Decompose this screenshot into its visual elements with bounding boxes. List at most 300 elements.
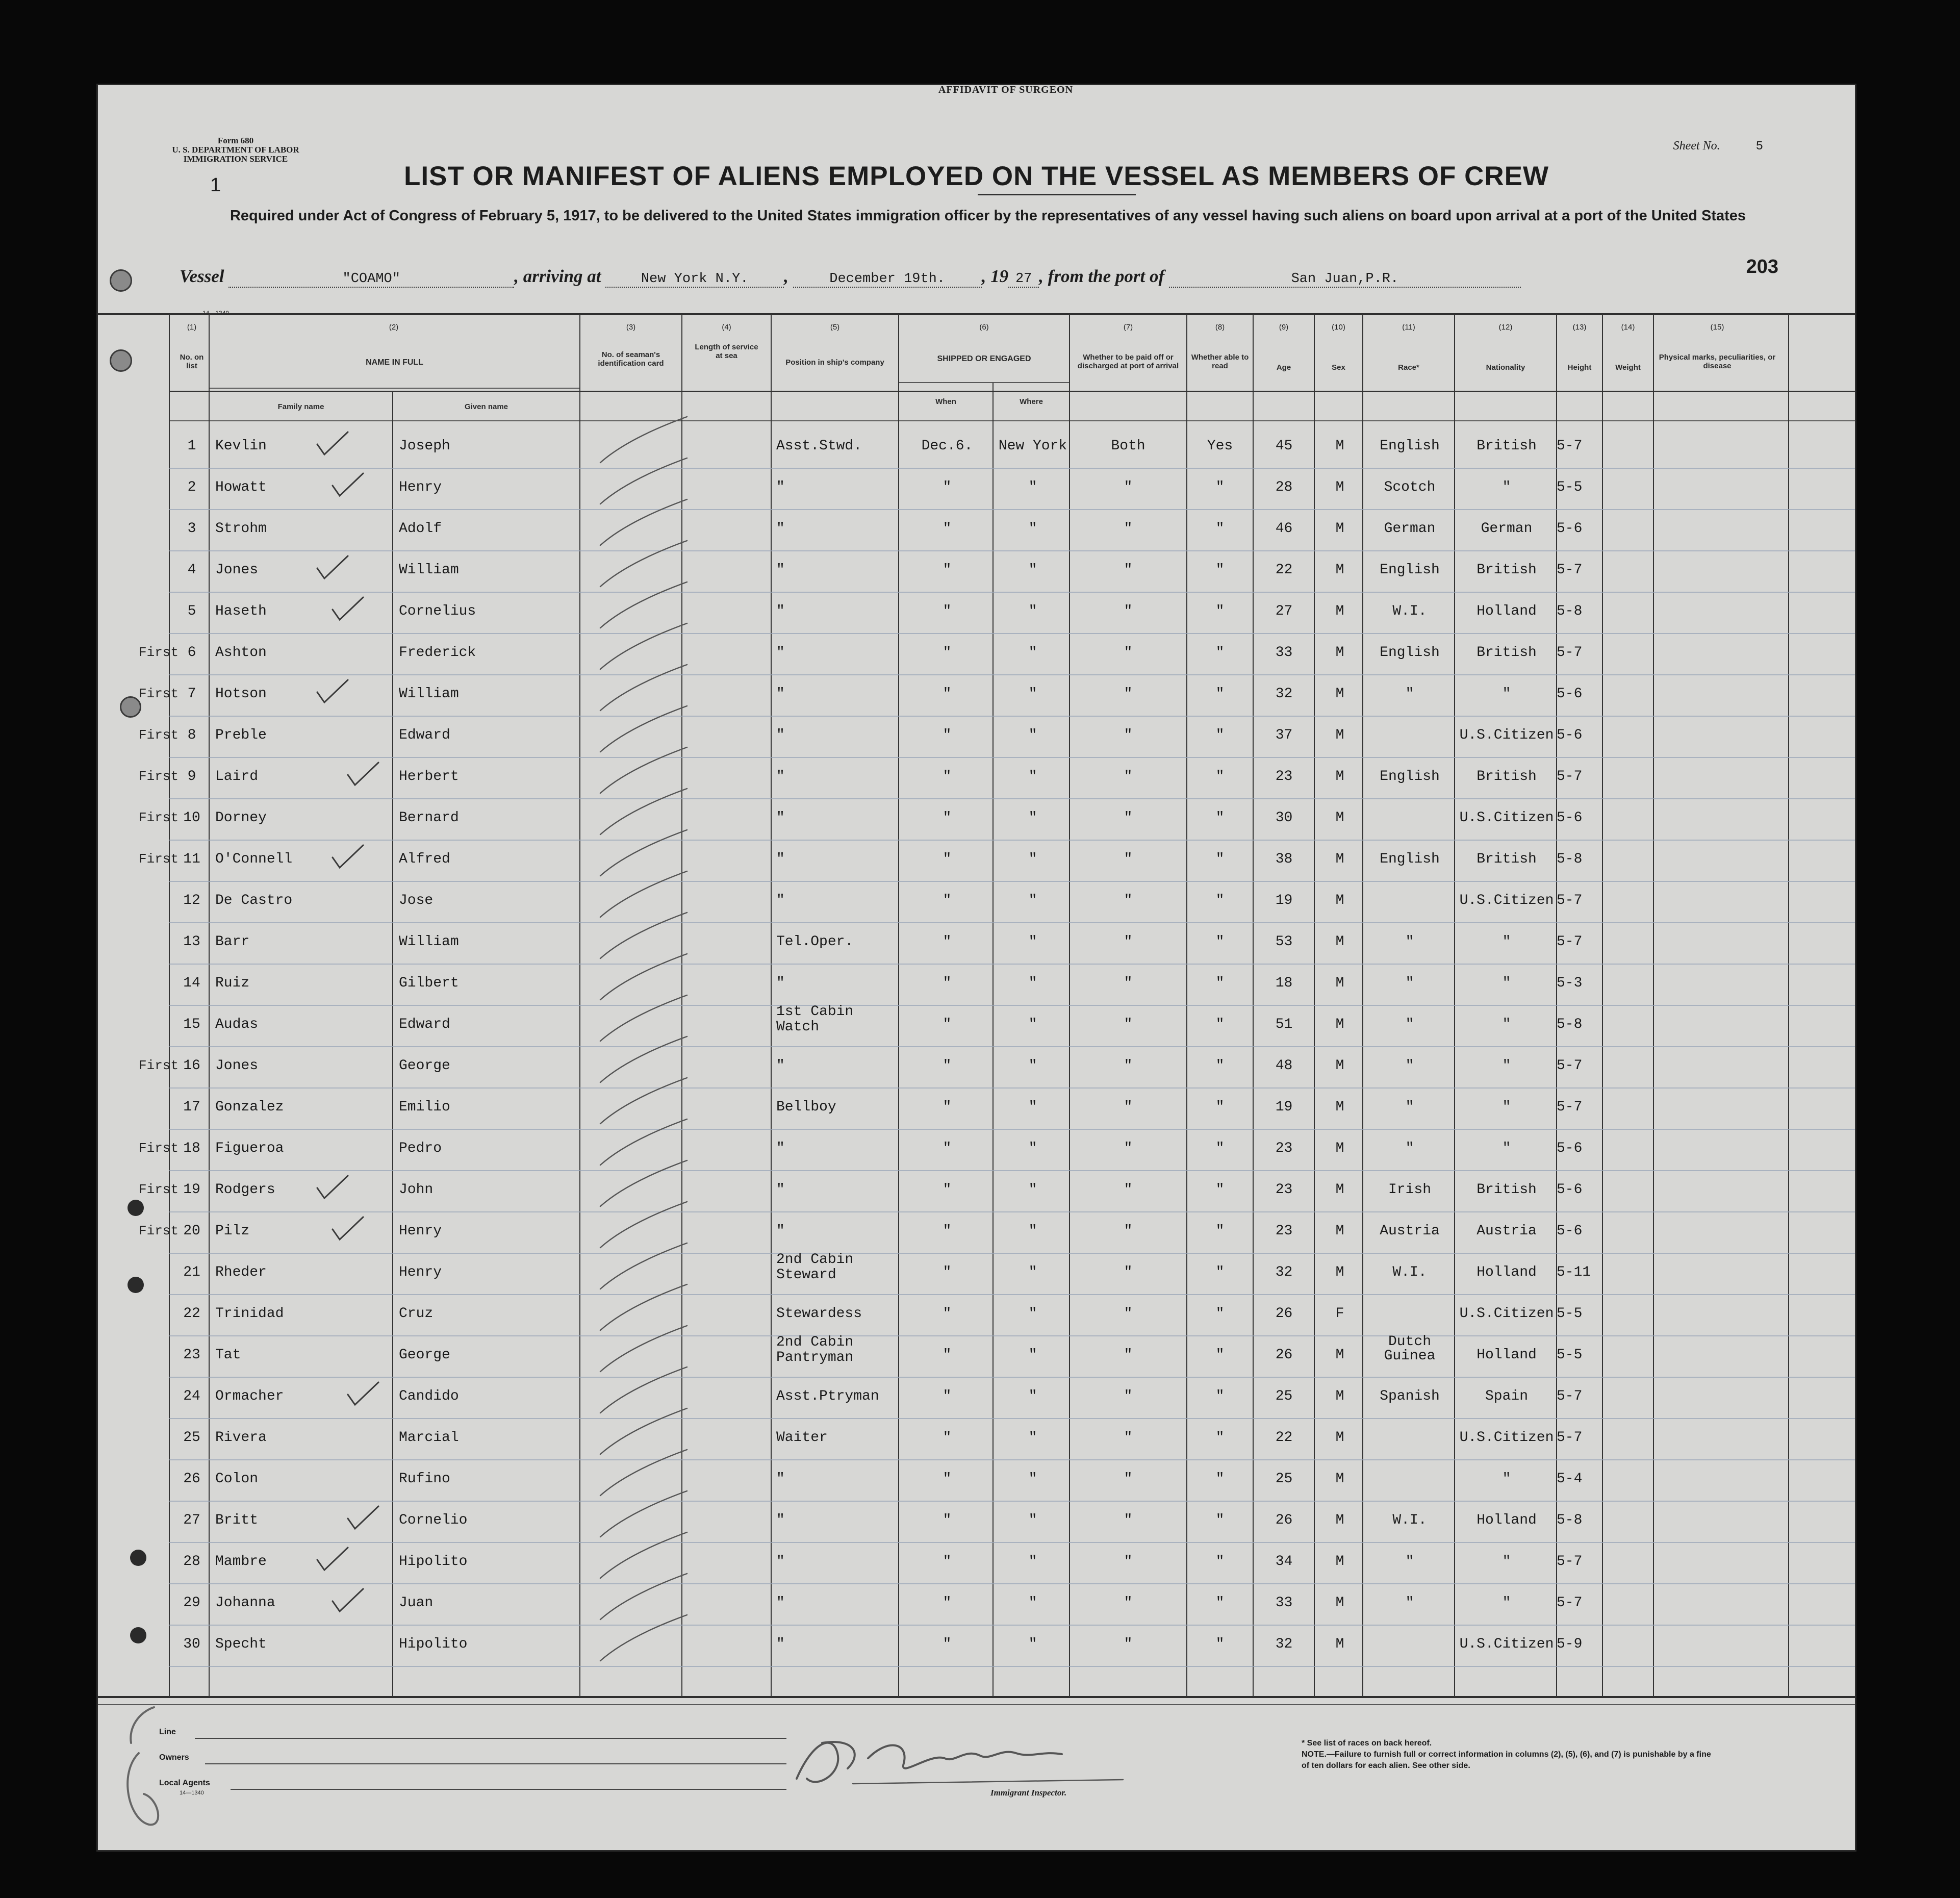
sheet-label: Sheet No. [1673,139,1720,153]
punch-hole [130,1550,146,1566]
crew-cell-no: 11 [183,851,200,867]
crew-cell-when: " [943,1636,952,1652]
crew-cell-when: " [943,1182,952,1198]
crew-cell-where: " [1028,562,1037,578]
crew-cell-age: 51 [1275,1017,1293,1032]
crew-cell-height: 5-6 [1557,1182,1583,1198]
crew-cell-sex: M [1335,1058,1344,1074]
crew-cell-age: 23 [1275,1223,1293,1239]
crew-cell-nationality: Spain [1485,1388,1528,1404]
crew-cell-read: " [1215,1058,1225,1074]
crew-cell-where: " [1028,1636,1037,1652]
crew-cell-read: " [1215,934,1225,950]
crew-cell-sex: M [1335,645,1344,661]
crew-cell-race: " [1405,1141,1414,1156]
crew-cell-paid: " [1124,1099,1133,1115]
crew-cell-height: 5-4 [1557,1471,1583,1487]
crew-cell-height: 5-7 [1557,934,1583,950]
crew-cell-position: " [776,562,785,578]
crew-cell-read: " [1215,479,1225,495]
crew-margin-note: First [139,645,179,660]
crew-cell-position: " [776,1554,785,1570]
crew-cell-where: " [1028,975,1037,991]
colnum-6: (6) [979,323,989,332]
crew-cell-no: 6 [187,645,196,661]
crew-cell-where: " [1028,1099,1037,1115]
crew-cell-family: Audas [215,1017,259,1032]
crew-cell-family: Ormacher [215,1388,284,1404]
crew-cell-race: English [1380,769,1440,784]
crew-cell-height: 5-7 [1557,1388,1583,1404]
agents-code: 14—1340 [180,1790,204,1796]
crew-cell-when: " [943,1430,952,1446]
crew-cell-paid: " [1124,1636,1133,1652]
crew-cell-sex: F [1335,1306,1344,1322]
crew-cell-height: 5-8 [1557,1512,1583,1528]
crew-cell-paid: " [1124,562,1133,578]
crew-cell-age: 33 [1275,1595,1293,1611]
crew-cell-height: 5-8 [1557,603,1583,619]
crew-cell-no: 1 [187,438,196,454]
affidavit-label: AFFIDAVIT OF SURGEON [938,84,1074,95]
crew-cell-when: " [943,934,952,950]
arrival-year: 27 [1008,271,1039,288]
crew-cell-given: Marcial [399,1430,459,1446]
crew-cell-family: Kevlin [215,438,267,454]
crew-cell-when: " [943,686,952,702]
crew-cell-age: 32 [1275,1636,1293,1652]
crew-cell-race: W.I. [1392,603,1427,619]
crew-cell-height: 5-6 [1557,521,1583,537]
crew-cell-no: 2 [187,479,196,495]
crew-cell-family: Hotson [215,686,267,702]
crew-margin-note: First [139,851,179,867]
crew-cell-sex: M [1335,769,1344,784]
crew-cell-no: 15 [183,1017,200,1032]
crew-cell-when: " [943,603,952,619]
crew-cell-no: 10 [183,810,200,826]
crew-cell-height: 5-8 [1557,851,1583,867]
crew-cell-where: " [1028,851,1037,867]
crew-cell-when: " [943,1099,952,1115]
header-race: Race* [1398,363,1419,372]
crew-cell-read: " [1215,1471,1225,1487]
print-code: 14—1340 [202,310,230,317]
crew-cell-race: " [1405,975,1414,991]
departure-port: San Juan,P.R. [1169,271,1521,288]
crew-cell-sex: M [1335,562,1344,578]
colnum-7: (7) [1123,323,1133,332]
manifest-sheet [96,84,1856,1852]
crew-cell-no: 12 [183,893,200,908]
crew-cell-nationality: U.S.Citizen [1459,810,1554,826]
crew-cell-family: Johanna [215,1595,275,1611]
crew-cell-no: 24 [183,1388,200,1404]
crew-cell-where: " [1028,521,1037,537]
crew-cell-when: " [943,521,952,537]
crew-cell-paid: " [1124,1182,1133,1198]
crew-cell-position: Asst.Stwd. [776,438,862,454]
crew-cell-age: 33 [1275,645,1293,661]
crew-cell-sex: M [1335,1595,1344,1611]
crew-cell-age: 32 [1275,1264,1293,1280]
crew-cell-nationality: " [1502,1141,1511,1156]
crew-cell-age: 46 [1275,521,1293,537]
crew-cell-sex: M [1335,1512,1344,1528]
punch-hole [110,349,132,372]
colnum-8: (8) [1215,323,1225,332]
crew-cell-height: 5-6 [1557,727,1583,743]
punch-hole [120,696,141,718]
crew-cell-family: Preble [215,727,267,743]
crew-cell-read: " [1215,1141,1225,1156]
crew-cell-age: 30 [1275,810,1293,826]
crew-cell-where: " [1028,603,1037,619]
crew-cell-given: Emilio [399,1099,450,1115]
crew-cell-nationality: Holland [1477,603,1537,619]
crew-cell-race: English [1380,562,1440,578]
crew-cell-given: Rufino [399,1471,450,1487]
year-prefix: 19 [990,266,1009,286]
inspector-signature [776,1723,1143,1799]
crew-cell-given: Frederick [399,645,476,661]
margin-scribble [108,1697,174,1850]
owners-rule [205,1763,786,1764]
crew-cell-paid: " [1124,1554,1133,1570]
crew-cell-read: " [1215,1306,1225,1322]
agents-rule [231,1789,786,1790]
header-age: Age [1276,363,1291,372]
crew-cell-no: 19 [183,1182,200,1198]
crew-cell-sex: M [1335,810,1344,826]
crew-cell-family: Gonzalez [215,1099,284,1115]
crew-cell-given: Hipolito [399,1636,468,1652]
page-number: 203 [1746,256,1778,277]
crew-cell-sex: M [1335,975,1344,991]
crew-cell-family: Barr [215,934,250,950]
crew-cell-paid: " [1124,1058,1133,1074]
crew-cell-where: " [1028,1264,1037,1280]
crew-cell-read: " [1215,1636,1225,1652]
crew-cell-given: Jose [399,893,434,908]
margin-handwritten-mark: 1 [210,174,221,196]
crew-cell-where: " [1028,1595,1037,1611]
crew-cell-position: " [776,1512,785,1528]
crew-cell-paid: Both [1111,438,1146,454]
colnum-13: (13) [1572,323,1587,332]
crew-cell-sex: M [1335,1388,1344,1404]
header-no-on-list: No. on list [180,353,204,370]
crew-cell-age: 19 [1275,893,1293,908]
header-physical-marks: Physical marks, peculiarities, or disease [1659,353,1776,370]
crew-cell-no: 28 [183,1554,200,1570]
crew-cell-no: 8 [187,727,196,743]
crew-cell-where: " [1028,1554,1037,1570]
crew-cell-nationality: U.S.Citizen [1459,1430,1554,1446]
crew-cell-read: " [1215,851,1225,867]
crew-cell-nationality: " [1502,1058,1511,1074]
crew-cell-nationality: " [1502,1554,1511,1570]
crew-cell-nationality: U.S.Citizen [1459,1636,1554,1652]
crew-margin-note: First [139,686,179,701]
line-rule [195,1738,786,1739]
crew-cell-position: Stewardess [776,1306,862,1322]
crew-cell-no: 3 [187,521,196,537]
header-weight: Weight [1615,363,1641,372]
colnum-11: (11) [1402,323,1415,332]
crew-cell-read: " [1215,686,1225,702]
crew-cell-height: 5-5 [1557,1306,1583,1322]
crew-cell-race: " [1405,686,1414,702]
colnum-12: (12) [1498,323,1513,332]
crew-cell-sex: M [1335,438,1344,454]
header-id-card: No. of seaman's identification card [598,350,664,368]
crew-cell-paid: " [1124,893,1133,908]
crew-cell-position: " [776,769,785,784]
crew-cell-age: 26 [1275,1306,1293,1322]
crew-cell-when: " [943,893,952,908]
crew-cell-given: John [399,1182,434,1198]
crew-cell-where: " [1028,1347,1037,1363]
crew-cell-given: William [399,934,459,950]
crew-cell-read: " [1215,975,1225,991]
crew-cell-family: Jones [215,1058,259,1074]
crew-cell-read: " [1215,1388,1225,1404]
crew-cell-no: 26 [183,1471,200,1487]
crew-cell-where: " [1028,1306,1037,1322]
crew-cell-race: Austria [1380,1223,1440,1239]
crew-cell-where: " [1028,1430,1037,1446]
header-sex: Sex [1332,363,1345,372]
crew-cell-read: " [1215,1223,1225,1239]
crew-cell-position: Bellboy [776,1099,836,1115]
colnum-14: (14) [1621,323,1635,332]
crew-cell-paid: " [1124,1347,1133,1363]
crew-cell-position: " [776,1636,785,1652]
crew-cell-read: " [1215,1347,1225,1363]
crew-cell-no: 7 [187,686,196,702]
crew-cell-position: " [776,1182,785,1198]
crew-cell-given: Henry [399,1264,442,1280]
crew-cell-position: 2nd Cabin Pantryman [776,1334,854,1365]
crew-cell-no: 18 [183,1141,200,1156]
crew-cell-paid: " [1124,686,1133,702]
arriving-label: , arriving at [514,266,601,286]
crew-cell-when: " [943,1595,952,1611]
crew-cell-no: 5 [187,603,196,619]
punch-hole [130,1627,146,1643]
crew-cell-read: " [1215,562,1225,578]
crew-cell-paid: " [1124,479,1133,495]
crew-cell-height: 5-7 [1557,1058,1583,1074]
crew-cell-position: " [776,810,785,826]
crew-cell-given: Henry [399,1223,442,1239]
crew-cell-nationality: " [1502,1099,1511,1115]
crew-cell-when: " [943,810,952,826]
crew-cell-family: Ashton [215,645,267,661]
crew-cell-age: 18 [1275,975,1293,991]
crew-cell-age: 19 [1275,1099,1293,1115]
crew-cell-height: 5-11 [1557,1264,1591,1280]
crew-cell-nationality: " [1502,1017,1511,1032]
crew-cell-paid: " [1124,1306,1133,1322]
crew-cell-no: 30 [183,1636,200,1652]
crew-cell-nationality: " [1502,479,1511,495]
crew-margin-note: First [139,1223,179,1238]
owners-label: Owners [159,1753,189,1762]
crew-cell-paid: " [1124,851,1133,867]
crew-cell-nationality: Holland [1477,1347,1537,1363]
crew-cell-family: Trinidad [215,1306,284,1322]
crew-cell-height: 5-9 [1557,1636,1583,1652]
crew-cell-sex: M [1335,851,1344,867]
crew-cell-given: Pedro [399,1141,442,1156]
crew-cell-age: 22 [1275,1430,1293,1446]
colnum-5: (5) [830,323,840,332]
crew-cell-nationality: U.S.Citizen [1459,727,1554,743]
header-position: Position in ship's company [785,358,884,367]
crew-cell-nationality: " [1502,1595,1511,1611]
crew-cell-nationality: Holland [1477,1264,1537,1280]
crew-cell-sex: M [1335,1636,1344,1652]
crew-cell-position: " [776,893,785,908]
header-given-name: Given name [464,402,508,411]
crew-cell-nationality: " [1502,1471,1511,1487]
crew-cell-height: 5-7 [1557,1099,1583,1115]
crew-cell-when: " [943,1017,952,1032]
header-able-read: Whether able to read [1191,353,1249,370]
crew-cell-where: " [1028,1388,1037,1404]
crew-cell-when: " [943,1554,952,1570]
crew-cell-family: Mambre [215,1554,267,1570]
crew-cell-family: Britt [215,1512,259,1528]
crew-cell-when: " [943,1512,952,1528]
crew-cell-given: George [399,1058,450,1074]
crew-cell-sex: M [1335,1430,1344,1446]
header-paid-off: Whether to be paid off or discharged at port of arrival [1077,353,1179,370]
crew-cell-height: 5-6 [1557,810,1583,826]
crew-cell-paid: " [1124,1223,1133,1239]
crew-cell-race: " [1405,1099,1414,1115]
crew-cell-position: " [776,645,785,661]
header-height: Height [1567,363,1592,372]
crew-cell-family: Laird [215,769,259,784]
arrival-date: December 19th. [793,271,982,288]
crew-cell-paid: " [1124,1388,1133,1404]
crew-cell-family: Haseth [215,603,267,619]
crew-cell-nationality: " [1502,686,1511,702]
crew-cell-position: " [776,1223,785,1239]
vessel-label: Vessel [180,266,224,286]
crew-cell-where: " [1028,1141,1037,1156]
crew-cell-race: W.I. [1392,1512,1427,1528]
crew-cell-when: Dec.6. [921,438,973,454]
crew-cell-given: Bernard [399,810,459,826]
crew-cell-race: " [1405,1554,1414,1570]
crew-cell-height: 5-6 [1557,686,1583,702]
crew-cell-read: " [1215,1182,1225,1198]
crew-cell-given: Cornelio [399,1512,468,1528]
crew-cell-when: " [943,1471,952,1487]
crew-cell-race: Spanish [1380,1388,1440,1404]
crew-cell-when: " [943,1264,952,1280]
crew-cell-height: 5-7 [1557,1595,1583,1611]
colnum-1: (1) [187,323,197,332]
crew-cell-when: " [943,645,952,661]
crew-cell-when: " [943,1223,952,1239]
page-title: LIST OR MANIFEST OF ALIENS EMPLOYED ON THE VESSEL AS MEMBERS OF CREW [403,161,1549,191]
punch-hole [128,1200,144,1216]
crew-cell-nationality: British [1477,438,1537,454]
crew-cell-paid: " [1124,1471,1133,1487]
crew-cell-race: Irish [1388,1182,1431,1198]
crew-cell-sex: M [1335,686,1344,702]
crew-cell-race: Scotch [1384,479,1436,495]
colnum-15: (15) [1710,323,1724,332]
crew-cell-given: Candido [399,1388,459,1404]
crew-margin-note: First [139,1141,179,1156]
colnum-4: (4) [722,323,731,332]
crew-cell-given: Edward [399,1017,450,1032]
crew-cell-nationality: British [1477,851,1537,867]
agents-label: Local Agents [159,1779,210,1787]
crew-cell-race: " [1405,1595,1414,1611]
arrival-port: New York N.Y. [605,271,784,288]
crew-cell-read: " [1215,893,1225,908]
crew-margin-note: First [139,769,179,784]
header-shipped-engaged: SHIPPED OR ENGAGED [937,355,1031,363]
crew-cell-age: 25 [1275,1471,1293,1487]
crew-cell-where: " [1028,893,1037,908]
crew-cell-paid: " [1124,1595,1133,1611]
crew-cell-paid: " [1124,1512,1133,1528]
crew-cell-height: 5-7 [1557,562,1583,578]
crew-cell-height: 5-6 [1557,1223,1583,1239]
crew-cell-read: " [1215,810,1225,826]
crew-cell-where: " [1028,1512,1037,1528]
crew-cell-height: 5-5 [1557,479,1583,495]
crew-cell-paid: " [1124,934,1133,950]
crew-cell-read: " [1215,769,1225,784]
crew-margin-note: First [139,727,179,743]
crew-cell-sex: M [1335,479,1344,495]
crew-cell-when: " [943,562,952,578]
crew-cell-age: 26 [1275,1512,1293,1528]
crew-cell-nationality: German [1481,521,1533,537]
crew-cell-family: Jones [215,562,259,578]
crew-cell-where: " [1028,1017,1037,1032]
crew-cell-where: " [1028,686,1037,702]
crew-cell-given: Alfred [399,851,450,867]
crew-cell-sex: M [1335,1264,1344,1280]
crew-cell-position: 2nd Cabin Steward [776,1252,854,1283]
crew-cell-height: 5-7 [1557,893,1583,908]
crew-cell-paid: " [1124,727,1133,743]
crew-cell-paid: " [1124,1141,1133,1156]
crew-cell-given: Joseph [399,438,450,454]
crew-cell-family: Rivera [215,1430,267,1446]
crew-cell-height: 5-6 [1557,1141,1583,1156]
crew-cell-no: 13 [183,934,200,950]
crew-cell-position: " [776,851,785,867]
crew-cell-age: 23 [1275,1182,1293,1198]
crew-cell-when: " [943,1141,952,1156]
crew-cell-race: W.I. [1392,1264,1427,1280]
crew-cell-where: " [1028,727,1037,743]
crew-cell-race: " [1405,934,1414,950]
crew-cell-nationality: U.S.Citizen [1459,1306,1554,1322]
crew-cell-age: 26 [1275,1347,1293,1363]
